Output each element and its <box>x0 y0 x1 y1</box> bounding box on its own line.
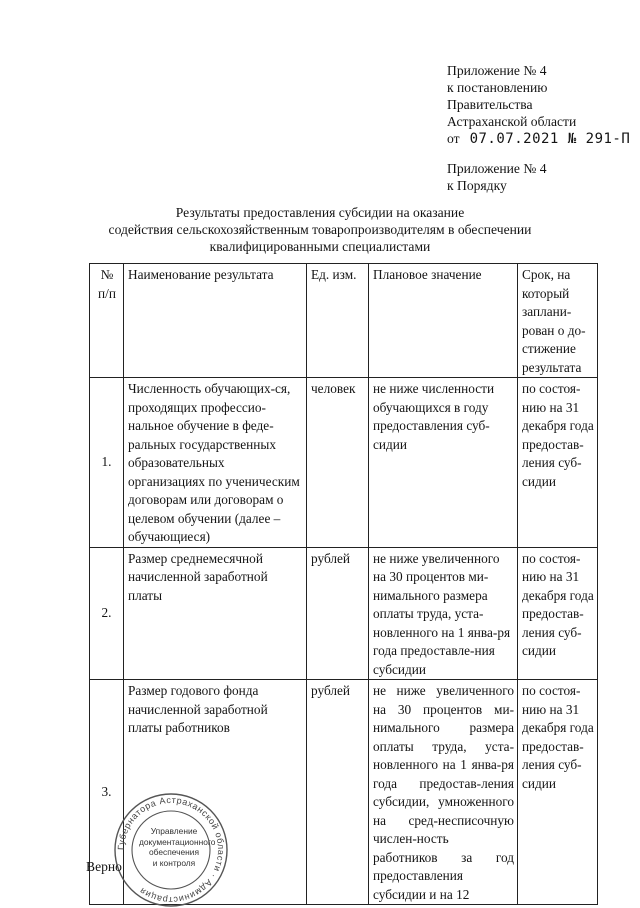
stamp-ring-text: Губернатора Астраханской области · Администрация <box>115 794 227 906</box>
row-name: Численность обучающих-ся, проходящих профессио-нальное обучение в феде-ральных государственных образовательных организациях по ученическим договорам или договорам о целевом обучении (далее – обучающиеся) <box>124 378 307 548</box>
header-number: № п/п <box>90 264 124 378</box>
appendix-resolution-block <box>447 62 630 148</box>
row-planned-value: не ниже увеличенного на 30 процентов ми-нимального размера оплаты труда, уста-новленного на 1 янва-ря года предоставле-ния субсидии <box>369 547 518 680</box>
title-line: квалифицированными специалистами <box>209 238 431 254</box>
document-title <box>100 205 540 255</box>
title-line: содействия сельскохозяйственным товаропроизводителям в обеспечении <box>108 221 532 237</box>
row-number: 2. <box>90 547 124 680</box>
appendix-order-block <box>447 160 547 194</box>
table-row <box>90 547 598 680</box>
appendix-line: Приложение № 4 <box>447 161 547 176</box>
appendix-line: Астраханской области <box>447 114 577 129</box>
table-row <box>90 378 598 548</box>
row-number: 3. <box>90 680 124 905</box>
verno-certification: Верно <box>86 859 122 874</box>
title-line: Результаты предоставления субсидии на оказание <box>175 205 465 220</box>
appendix-line: Правительства <box>447 97 533 112</box>
appendix-line: Приложение № 4 <box>447 63 547 78</box>
resolution-date-line <box>447 130 630 148</box>
row-deadline: по состоя-нию на 31 декабря года предостав-ления суб-сидии <box>518 547 598 680</box>
header-name: Наименование результата <box>124 264 307 378</box>
stamp-center-text: Управление документационного обеспечения и контроля <box>139 826 216 868</box>
header-unit: Ед. изм. <box>307 264 369 378</box>
row-number: 1. <box>90 378 124 548</box>
row-deadline: по состоя-нию на 31 декабря года предостав-ления суб-сидии <box>518 680 598 905</box>
row-unit: рублей <box>307 547 369 680</box>
date-prefix: от <box>447 131 460 146</box>
row-deadline: по состоя-нию на 31 декабря года предостав-ления суб-сидии <box>518 378 598 548</box>
row-name: Размер среднемесячной начисленной заработной платы <box>124 547 307 680</box>
table-header-row <box>90 264 598 378</box>
row-planned-value: не ниже увеличенного на 30 процентов ми-нимального размера оплаты труда, уста-новленного на 1 янва-ря года предостав-ления субсидии, умноженного на сред-несписочную числен-ность работников за год предоставления субсидии и на 12 <box>369 680 518 905</box>
row-unit: рублей <box>307 680 369 905</box>
header-planned-value: Плановое значение <box>369 264 518 378</box>
header-deadline: Срок, на который заплани-рован о до-стижение результата <box>518 264 598 378</box>
row-planned-value: не ниже численности обучающихся в году предоставления суб-сидии <box>369 378 518 548</box>
resolution-date-number: 07.07.2021 № 291-П <box>469 131 631 147</box>
appendix-line: к Порядку <box>447 178 507 193</box>
appendix-line: к постановлению <box>447 80 548 95</box>
row-unit: человек <box>307 378 369 548</box>
row-name: Размер годового фонда начисленной заработной платы работников <box>124 680 307 905</box>
